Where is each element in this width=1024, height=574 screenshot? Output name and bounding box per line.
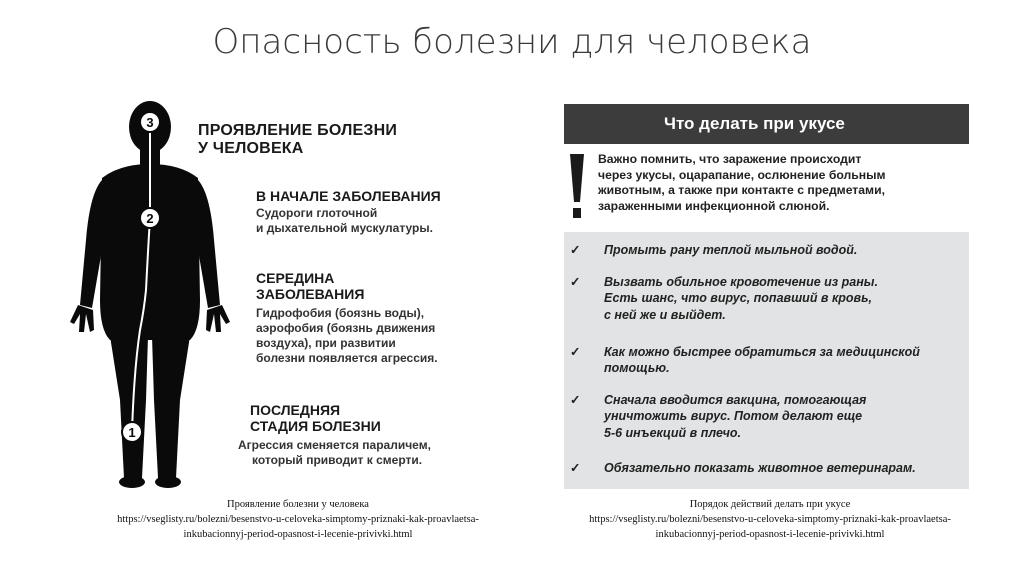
right-caption-link[interactable]: https://vseglisty.ru/bolezni/besenstvo-u-celoveka-simptomy-priznaki-kak-proavlaetsa- xyxy=(589,514,951,526)
human-silhouette-icon xyxy=(60,100,260,500)
stage-final-title: ПОСЛЕДНЯЯ СТАДИЯ БОЛЕЗНИ xyxy=(250,402,381,435)
stage-middle-text: Гидрофобия (боязнь воды), аэрофобия (боязнь движения воздуха), при развитии болезни появляется агрессия. xyxy=(256,306,438,365)
checkmark-icon: ✓ xyxy=(570,345,581,359)
checkmark-icon: ✓ xyxy=(570,461,581,475)
step-item: ✓ Промыть рану теплой мыльной водой. xyxy=(570,243,858,257)
bite-actions-infographic xyxy=(564,104,969,489)
left-caption: Проявление болезни у человека https://vseglisty.ru/bolezni/besenstvo-u-celoveka-simptomy-priznaki-kak-proavlaetsa- inkubacionnyj-period-opasnost-i-lecenie-privivki.html xyxy=(88,497,508,543)
checkmark-icon: ✓ xyxy=(570,275,581,289)
stage-early-title: В НАЧАЛЕ ЗАБОЛЕВАНИЯ xyxy=(256,188,441,204)
svg-text:1: 1 xyxy=(128,425,136,440)
stage-early-text: Судороги глоточной и дыхательной мускулатуры. xyxy=(256,206,433,235)
step-item: ✓ Вызвать обильное кровотечение из раны. Есть шанс, что вирус, попавший в кровь, с ней же и выйдет. xyxy=(570,275,878,322)
steps-list xyxy=(564,232,969,489)
infographic-heading: ПРОЯВЛЕНИЕ БОЛЕЗНИ У ЧЕЛОВЕКА xyxy=(198,122,398,157)
step-item: ✓ Обязательно показать животное ветеринарам. xyxy=(570,461,916,475)
svg-text:2: 2 xyxy=(146,211,154,226)
slide-title: Опасность болезни для человека xyxy=(212,22,812,62)
exclamation-icon xyxy=(566,152,588,222)
left-caption-link[interactable]: https://vseglisty.ru/bolezni/besenstvo-u-celoveka-simptomy-priznaki-kak-proavlaetsa- xyxy=(117,514,479,526)
step-item: ✓ Как можно быстрее обратиться за медицинской помощью. xyxy=(570,345,920,376)
warning-text: Важно помнить, что заражение происходит через укусы, оцарапание, ослюнение больным животным, а также при контакте с предметами, зараженными инфекционной слюной. xyxy=(598,152,886,213)
stage-middle-title: СЕРЕДИНА ЗАБОЛЕВАНИЯ xyxy=(256,270,365,303)
svg-text:3: 3 xyxy=(146,115,154,130)
marker-2 xyxy=(140,208,160,228)
checkmark-icon: ✓ xyxy=(570,393,581,407)
marker-3 xyxy=(140,112,160,132)
right-caption: Порядок действий делать при укусе https://vseglisty.ru/bolezni/besenstvo-u-celoveka-simptomy-priznaki-kak-proavlaetsa- inkubacionnyj-period-opasnost-i-lecenie-privivki.html xyxy=(560,497,980,543)
marker-1 xyxy=(122,422,142,442)
bite-actions-header: Что делать при укусе xyxy=(564,104,969,144)
checkmark-icon: ✓ xyxy=(570,243,581,257)
step-item: ✓ Сначала вводится вакцина, помогающая уничтожить вирус. Потом делают еще 5-6 инъекций в плечо. xyxy=(570,393,867,440)
disease-manifestation-infographic xyxy=(60,100,490,500)
stage-final-text: Агрессия сменяется параличем, который приводит к смерти. xyxy=(238,438,431,467)
